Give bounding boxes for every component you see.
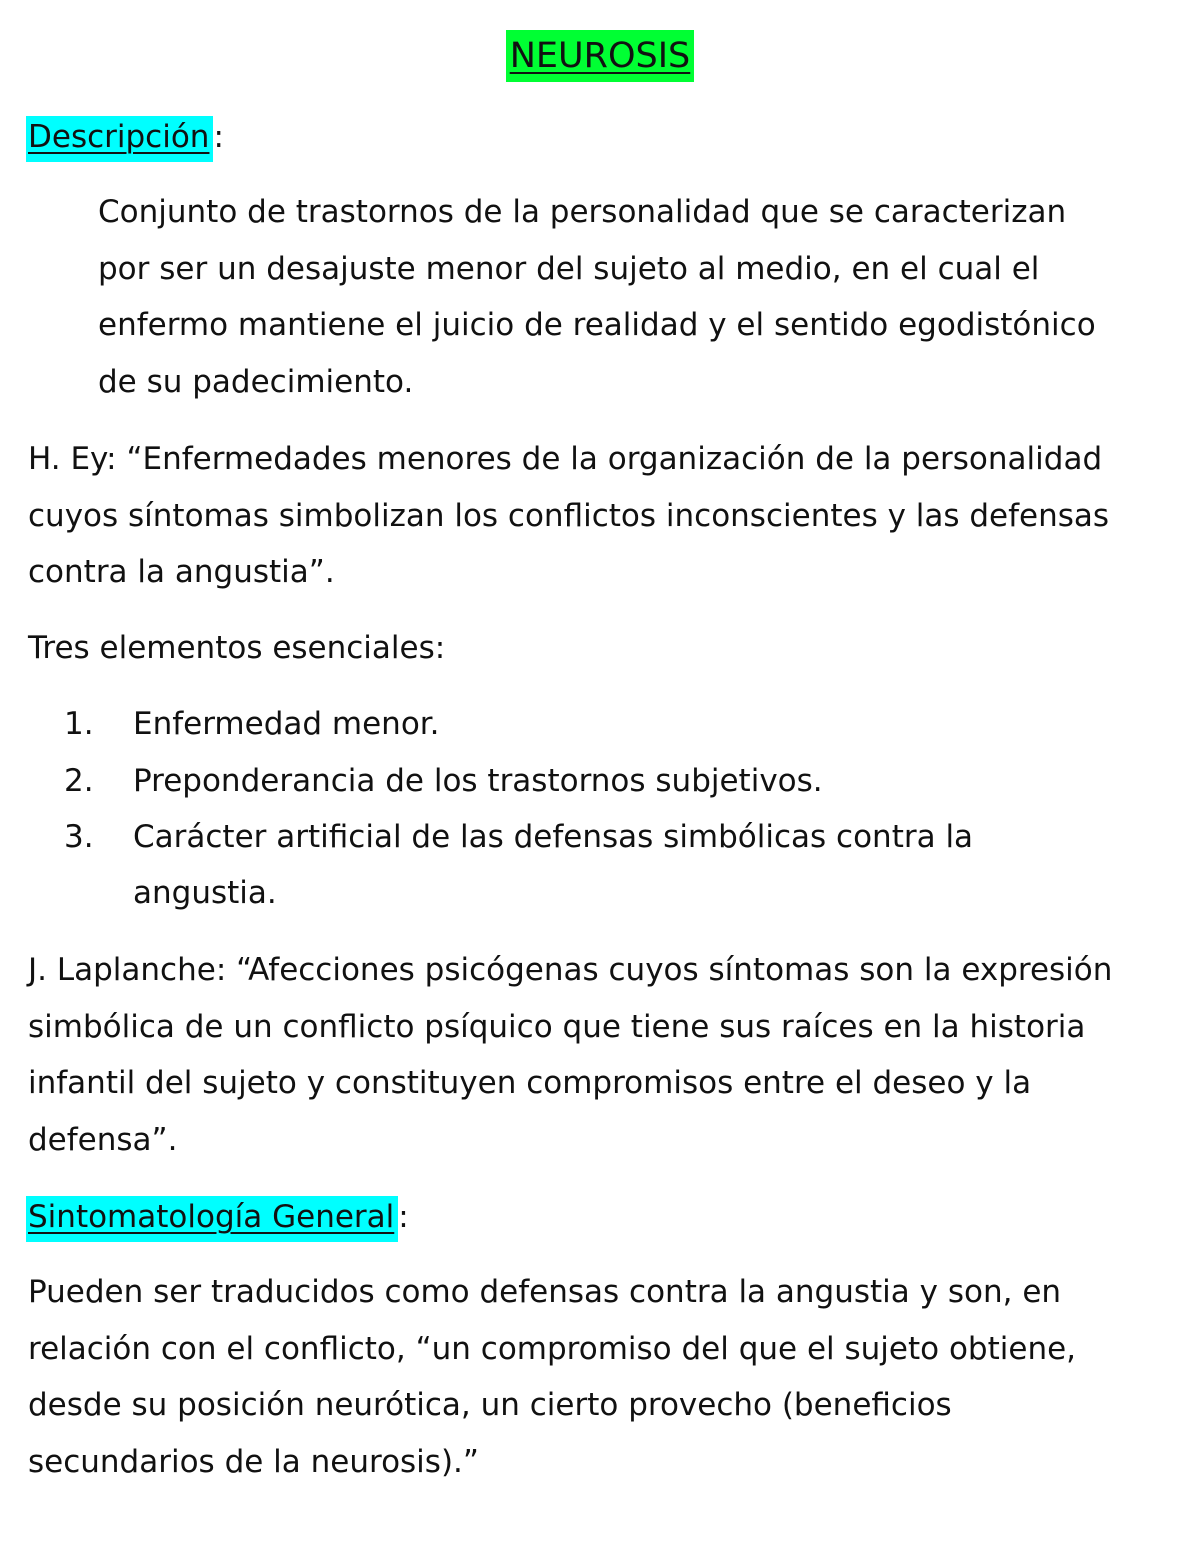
hey-quote-line: cuyos síntomas simbolizan los conflictos inconscientes y las defensas (28, 498, 1110, 534)
description-line: Conjunto de trastornos de la personalidad que se caracterizan (98, 194, 1067, 230)
symptoms-line: relación con el conflicto, “un compromiso del que el sujeto obtiene, (28, 1331, 1077, 1367)
list-item-text: Enfermedad menor. (133, 706, 440, 742)
list-item-number: 2. (64, 763, 94, 799)
laplanche-quote-line: defensa”. (28, 1122, 178, 1158)
description-line: por ser un desajuste menor del sujeto al medio, en el cual el (98, 251, 1040, 287)
list-item-number: 3. (64, 819, 94, 855)
symptoms-heading-colon: : (398, 1199, 409, 1235)
list-item-number: 1. (64, 706, 94, 742)
list-item-text: Preponderancia de los trastornos subjetivos. (133, 763, 823, 799)
list-item-text: Carácter artificial de las defensas simbólicas contra la (133, 819, 974, 855)
description-line: enfermo mantiene el juicio de realidad y el sentido egodistónico (98, 307, 1096, 343)
symptoms-line: Pueden ser traducidos como defensas contra la angustia y son, en (28, 1274, 1062, 1310)
description-heading-colon: : (213, 119, 224, 155)
list-item-text: angustia. (133, 875, 277, 911)
symptoms-heading: Sintomatología General (26, 1196, 398, 1242)
hey-quote-line: contra la angustia”. (28, 554, 335, 590)
laplanche-quote-line: infantil del sujeto y constituyen compromisos entre el deseo y la (28, 1065, 1032, 1101)
laplanche-quote-line: simbólica de un conflicto psíquico que tiene sus raíces en la historia (28, 1009, 1086, 1045)
hey-quote-line: H. Ey: “Enfermedades menores de la organización de la personalidad (28, 441, 1103, 477)
symptoms-line: desde su posición neurótica, un cierto provecho (beneficios (28, 1387, 952, 1423)
elements-intro: Tres elementos esenciales: (28, 630, 446, 666)
title-container (0, 30, 1200, 82)
symptoms-heading-row (26, 1196, 409, 1242)
page-title: NEUROSIS (506, 30, 695, 82)
description-line: de su padecimiento. (98, 364, 414, 400)
laplanche-quote-line: J. Laplanche: “Afecciones psicógenas cuyos síntomas son la expresión (28, 952, 1113, 988)
description-heading: Descripción (26, 116, 213, 162)
description-heading-row (26, 116, 224, 162)
symptoms-line: secundarios de la neurosis).” (28, 1444, 479, 1480)
